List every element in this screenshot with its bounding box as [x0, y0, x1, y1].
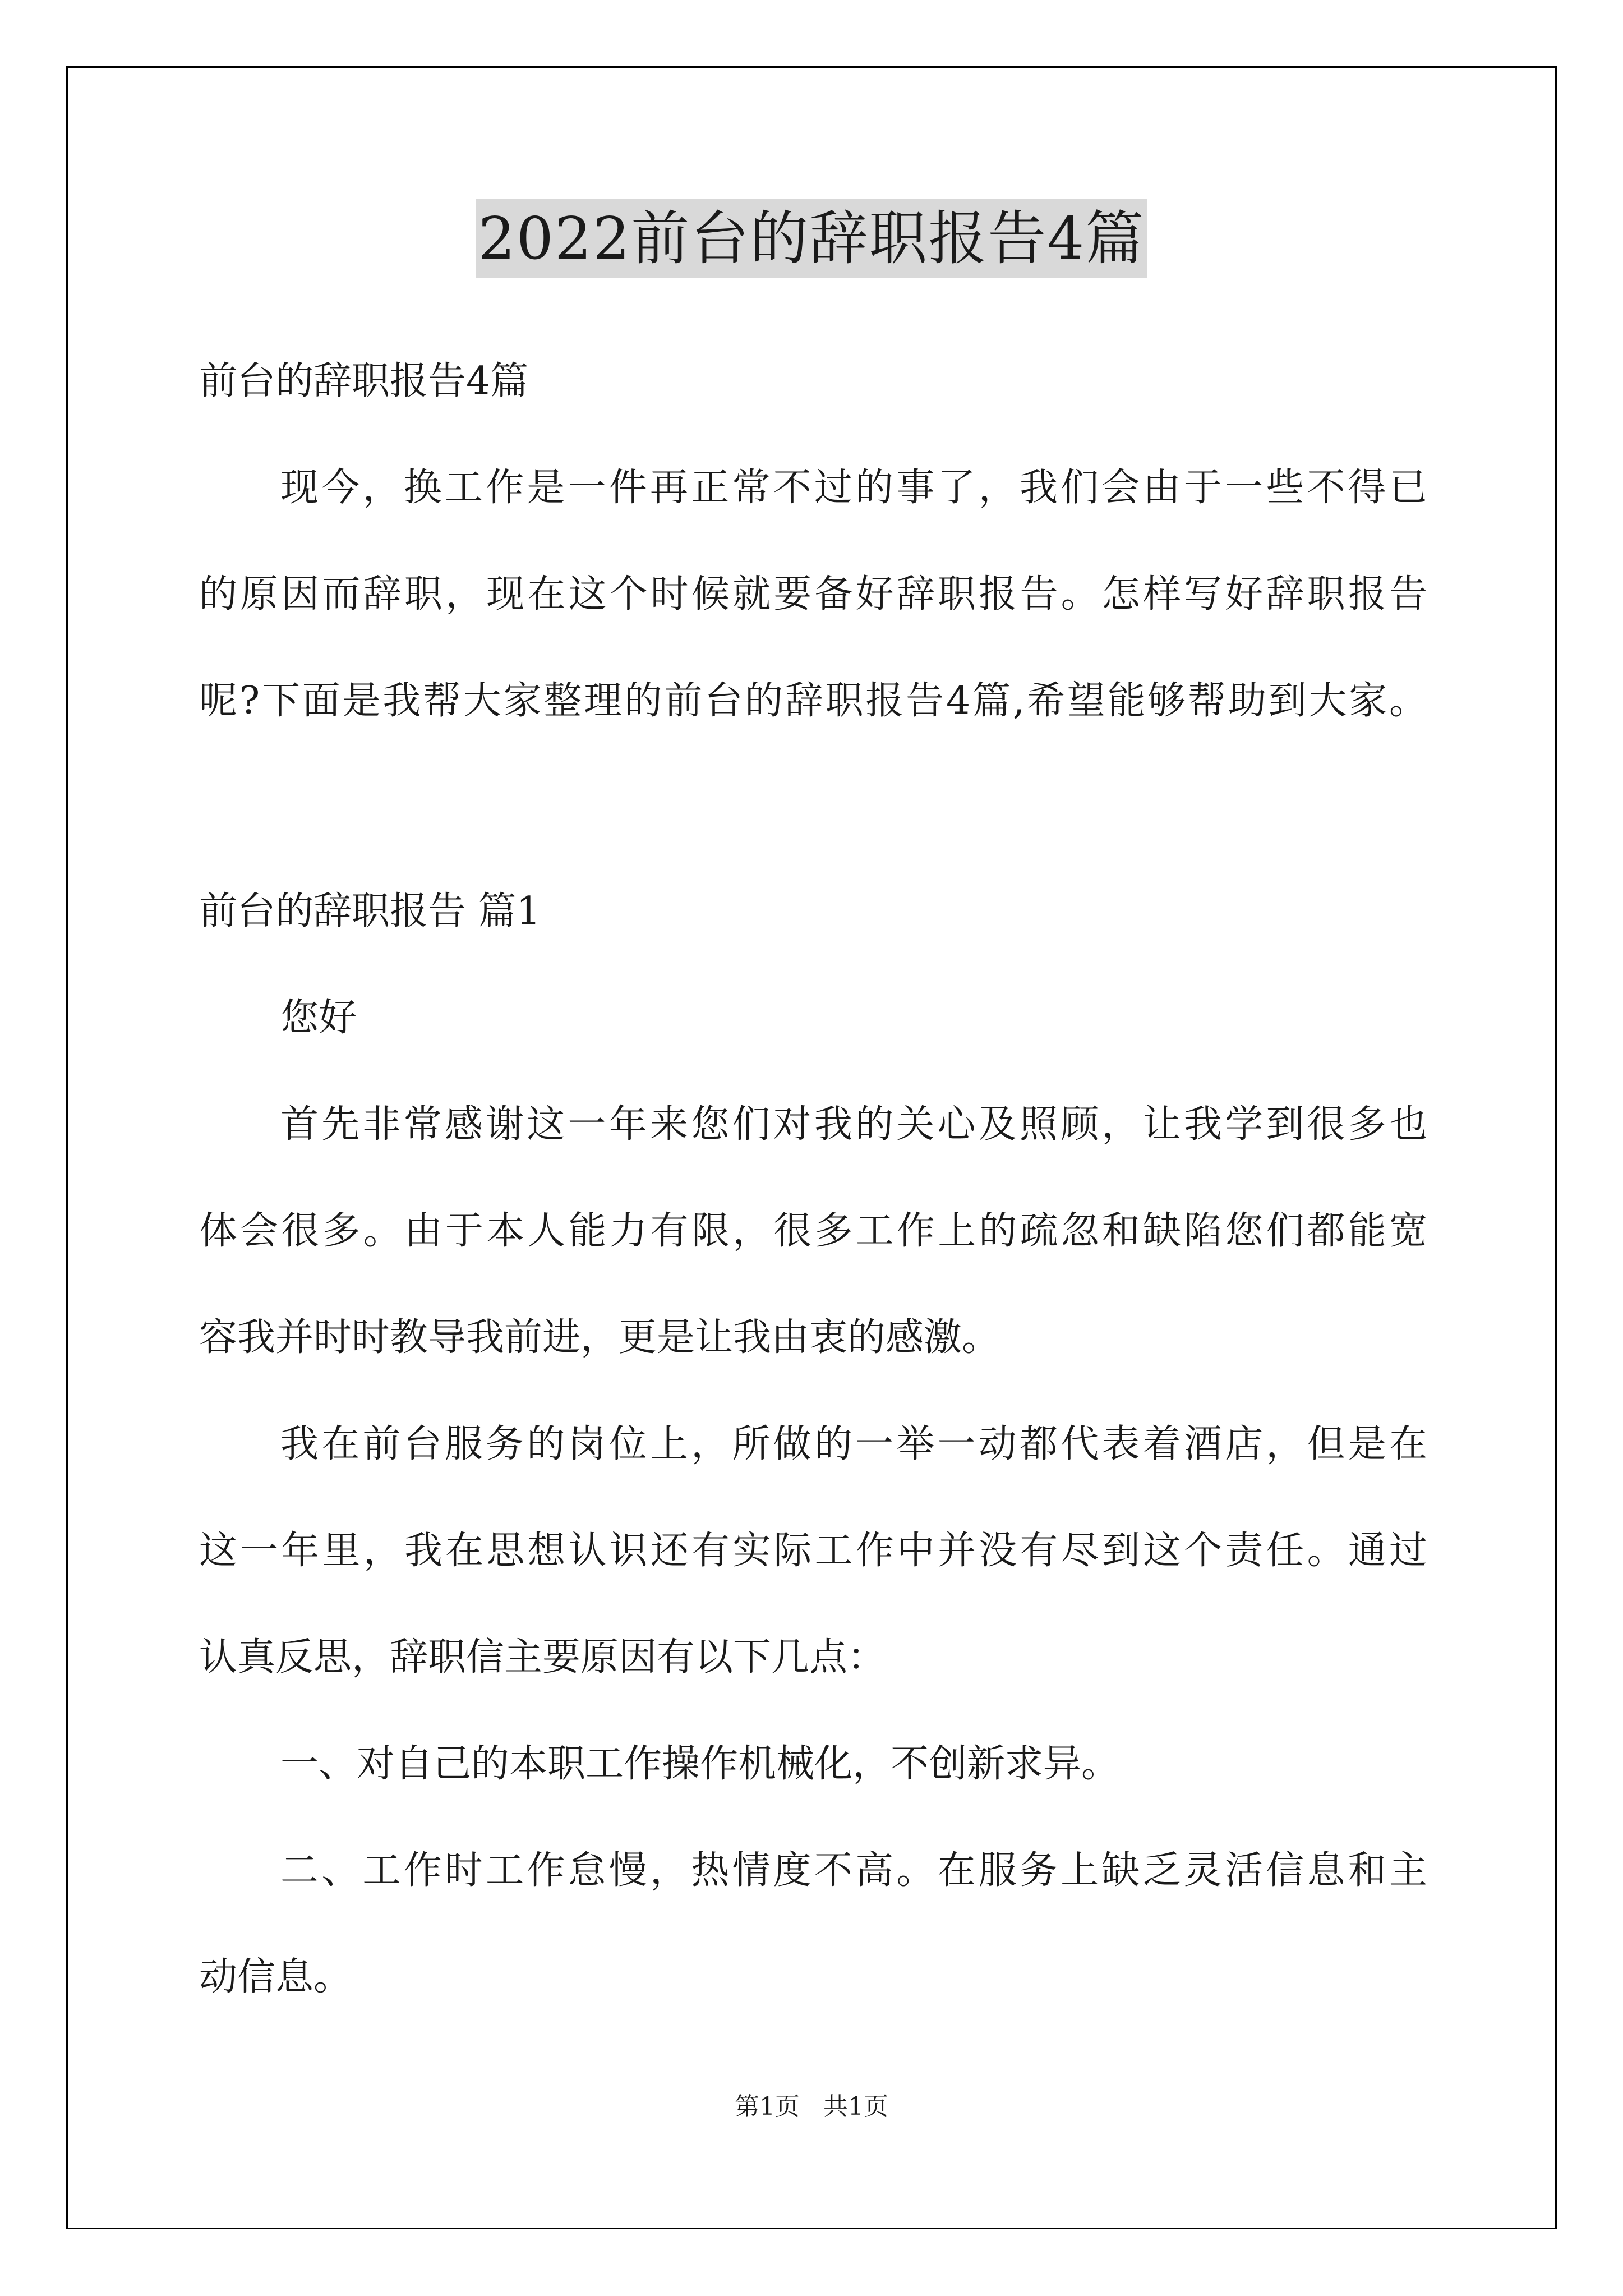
section-heading: 前台的辞职报告 篇1 — [199, 889, 541, 933]
page-footer: 第1页 共1页 — [735, 2092, 888, 2121]
title-container — [0, 199, 1623, 278]
para1-line-3: 容我并时时教导我前进，更是让我由衷的感激。 — [199, 1315, 1000, 1360]
document-title: 2022前台的辞职报告4篇 — [476, 199, 1147, 278]
intro-line-2: 的原因而辞职，现在这个时候就要备好辞职报告。怎样写好辞职报告 — [199, 572, 1427, 616]
point-1: 一、对自己的本职工作操作机械化，不创新求异。 — [280, 1742, 1120, 1786]
para2-line-2: 这一年里，我在思想认识还有实际工作中并没有尽到这个责任。通过 — [199, 1529, 1427, 1573]
document-subtitle: 前台的辞职报告4篇 — [199, 359, 529, 403]
para2-line-3: 认真反思，辞职信主要原因有以下几点： — [199, 1635, 886, 1680]
intro-line-1: 现今，换工作是一件再正常不过的事了，我们会由于一些不得已 — [280, 466, 1427, 510]
intro-line-3: 呢?下面是我帮大家整理的前台的辞职报告4篇,希望能够帮助到大家。 — [199, 679, 1427, 723]
point2-line-2: 动信息。 — [199, 1955, 352, 1999]
para1-line-2: 体会很多。由于本人能力有限，很多工作上的疏忽和缺陷您们都能宽 — [199, 1209, 1427, 1253]
greeting: 您好 — [280, 996, 357, 1040]
para1-line-1: 首先非常感谢这一年来您们对我的关心及照顾，让我学到很多也 — [280, 1102, 1427, 1147]
para2-line-1: 我在前台服务的岗位上，所做的一举一动都代表着酒店，但是在 — [280, 1422, 1427, 1466]
point2-line-1: 二、工作时工作怠慢，热情度不高。在服务上缺乏灵活信息和主 — [280, 1848, 1427, 1893]
